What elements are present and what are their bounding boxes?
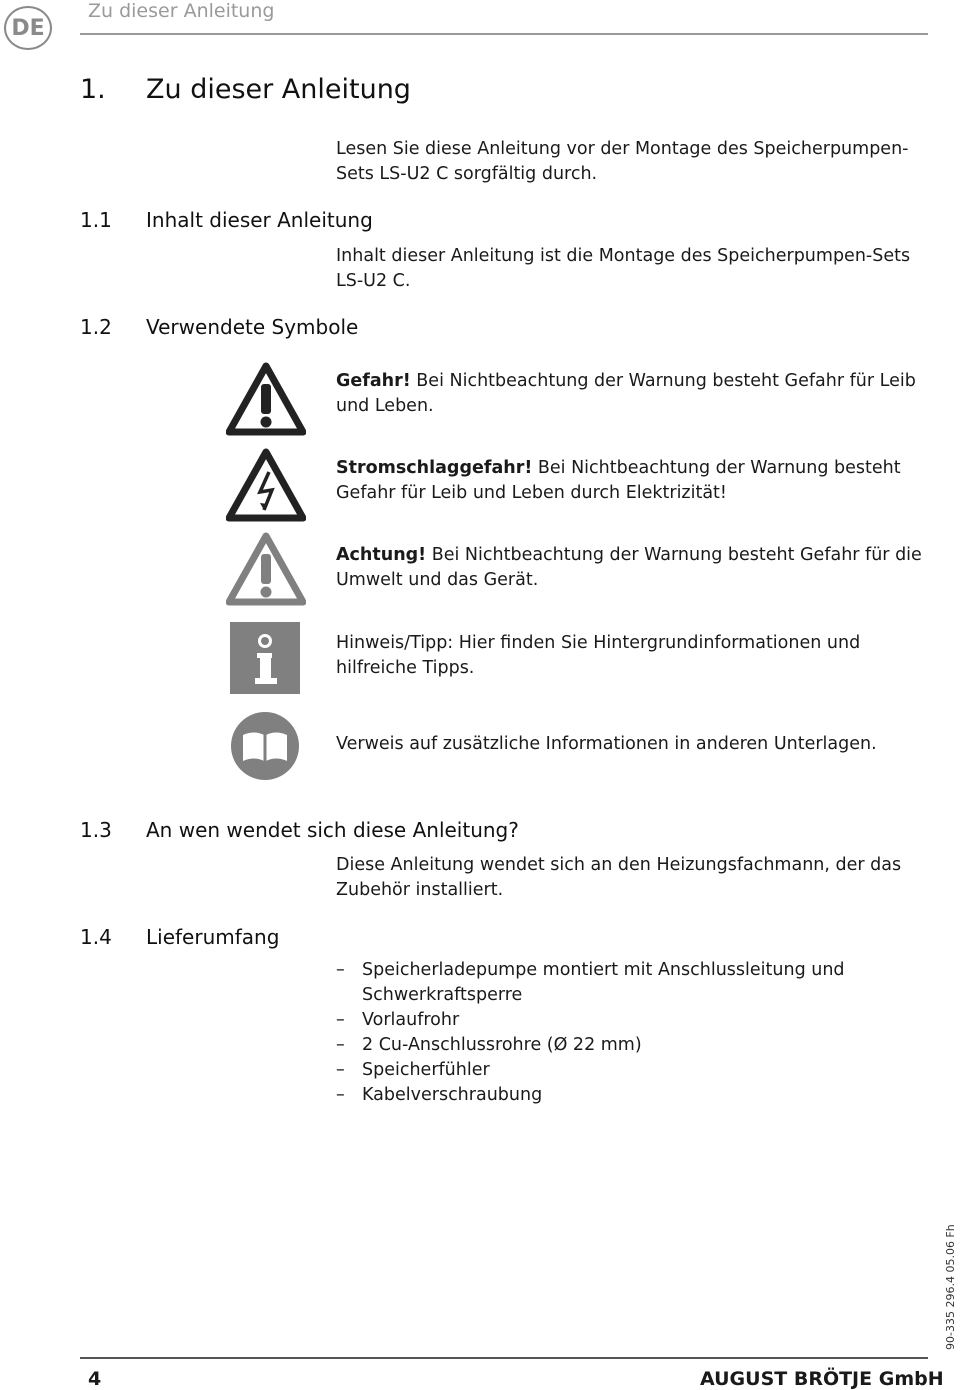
warning-danger-icon <box>226 362 306 436</box>
document-code: 90-335 296.4 05.06 Fh <box>944 1224 957 1350</box>
chapter-number: 1. <box>80 74 106 105</box>
symbol-electric-label: Stromschlaggefahr! <box>336 458 533 478</box>
section-heading-1-4 <box>80 925 279 949</box>
list-item-text: Speicherladepumpe montiert mit Anschlussleitung und Schwerkraftsperre <box>362 960 845 1005</box>
symbol-danger-label: Gefahr! <box>336 371 411 391</box>
symbol-info-text: Hinweis/Tipp: Hier finden Sie Hintergrundinformationen und hilfreiche Tipps. <box>336 633 861 678</box>
list-marker: – <box>336 1060 345 1080</box>
section-number: 1.3 <box>80 818 112 842</box>
section-number: 1.2 <box>80 315 112 339</box>
footer-rule <box>80 1357 928 1359</box>
list-item <box>336 1083 936 1108</box>
section-1-3-text: Diese Anleitung wendet sich an den Heizungsfachmann, der das Zubehör installiert. <box>336 855 902 900</box>
symbol-caution-label: Achtung! <box>336 545 427 565</box>
section-title: An wen wendet sich diese Anleitung? <box>146 818 519 842</box>
section-heading-1-2 <box>80 315 358 339</box>
page-number: 4 <box>88 1368 102 1390</box>
chapter-title: Zu dieser Anleitung <box>146 74 411 105</box>
section-title: Lieferumfang <box>146 925 280 949</box>
company-name: AUGUST BRÖTJE GmbH <box>700 1368 944 1390</box>
symbol-danger-description: Bei Nichtbeachtung der Warnung besteht Gefahr für Leib und Leben. <box>336 371 916 416</box>
section-heading-1-3 <box>80 818 519 842</box>
symbol-caution-description: Bei Nichtbeachtung der Warnung besteht Gefahr für die Umwelt und das Gerät. <box>336 545 922 590</box>
list-marker: – <box>336 1010 345 1030</box>
symbol-caution-text <box>336 543 926 593</box>
section-heading-1-1 <box>80 208 373 232</box>
running-header: Zu dieser Anleitung <box>88 0 275 22</box>
symbol-reference-text: Verweis auf zusätzliche Informationen in anderen Unterlagen. <box>336 734 877 754</box>
symbol-danger-text <box>336 369 926 419</box>
list-marker: – <box>336 1035 345 1055</box>
section-1-1-text: Inhalt dieser Anleitung ist die Montage des Speicherpumpen-Sets LS-U2 C. <box>336 246 911 291</box>
language-badge: DE <box>4 6 52 50</box>
section-number: 1.4 <box>80 925 112 949</box>
section-title: Inhalt dieser Anleitung <box>146 208 373 232</box>
book-reference-icon <box>230 711 300 781</box>
caution-icon <box>226 532 306 606</box>
list-item-text: Speicherfühler <box>362 1060 490 1080</box>
info-icon <box>230 622 300 694</box>
list-marker: – <box>336 960 345 980</box>
list-item-text: Kabelverschraubung <box>362 1085 543 1105</box>
symbol-electric-text <box>336 456 926 506</box>
section-title: Verwendete Symbole <box>146 315 359 339</box>
list-item <box>336 958 936 1008</box>
chapter-heading <box>80 74 411 105</box>
symbol-electric-description: Bei Nichtbeachtung der Warnung besteht Gefahr für Leib und Leben durch Elektrizität! <box>336 458 901 503</box>
list-item-text: Vorlaufrohr <box>362 1010 460 1030</box>
list-item-text: 2 Cu-Anschlussrohre (Ø 22 mm) <box>362 1035 642 1055</box>
scope-of-delivery-list <box>336 958 936 1108</box>
intro-paragraph: Lesen Sie diese Anleitung vor der Montage des Speicherpumpen-Sets LS-U2 C sorgfältig durch. <box>336 139 909 184</box>
section-number: 1.1 <box>80 208 112 232</box>
list-item <box>336 1033 936 1058</box>
electric-shock-icon <box>226 448 306 522</box>
list-marker: – <box>336 1085 345 1105</box>
header-rule <box>80 33 928 35</box>
list-item <box>336 1008 936 1033</box>
list-item <box>336 1058 936 1083</box>
